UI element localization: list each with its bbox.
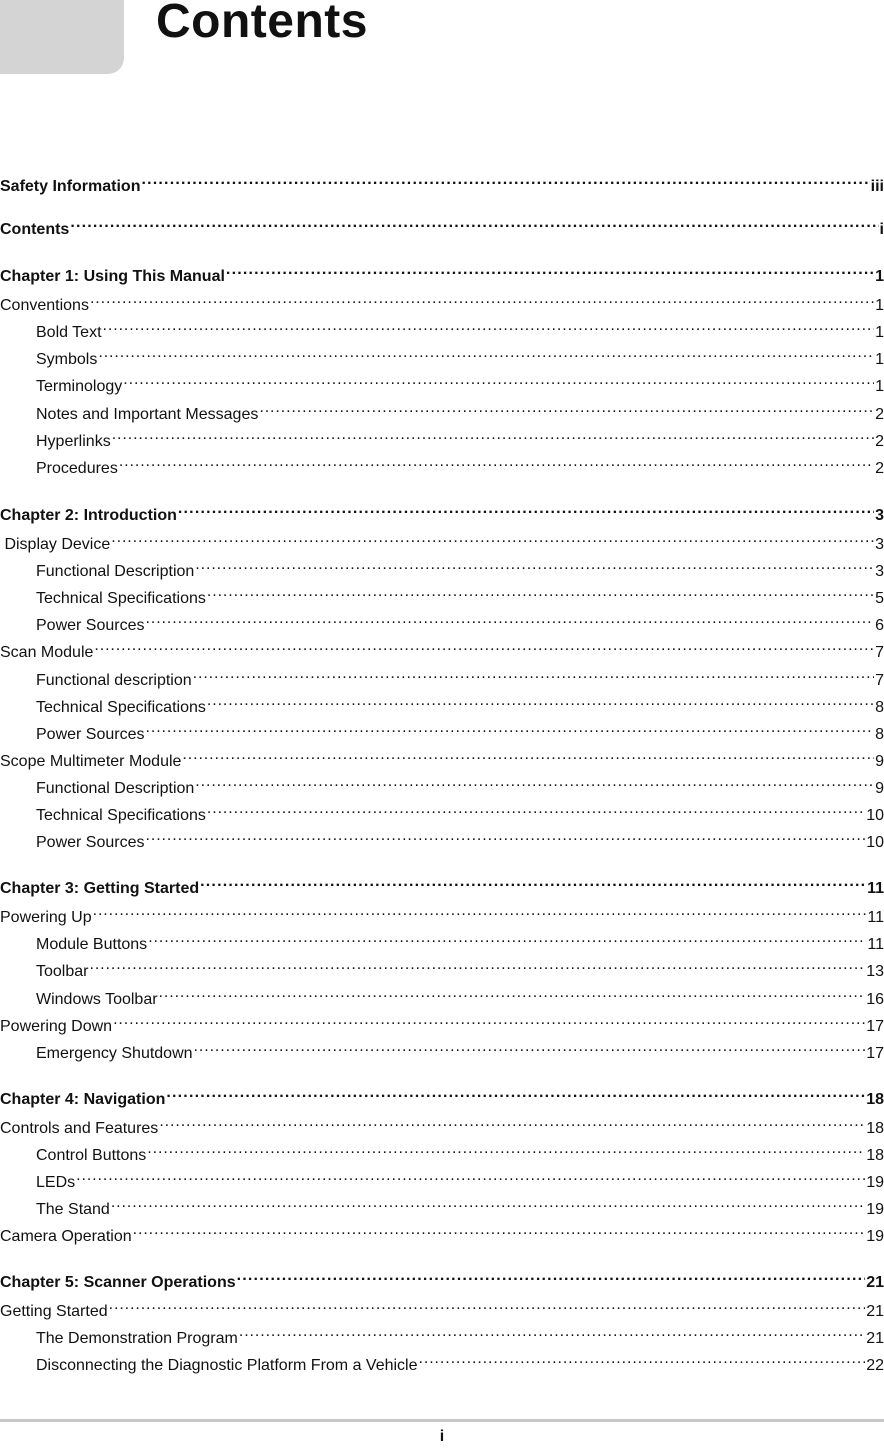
toc-chapter-chapter-1-using-this-manual[interactable]	[0, 259, 884, 285]
toc-page-number: 2	[875, 433, 884, 450]
toc-dot-leader	[193, 663, 874, 685]
toc-entry-symbols[interactable]	[0, 342, 884, 368]
toc-chapter-chapter-3-getting-started[interactable]	[0, 871, 884, 897]
toc-entry-label: The Stand	[36, 1201, 110, 1218]
toc-entry-label: The Demonstration Program	[36, 1330, 238, 1347]
toc-page-number: 11	[867, 936, 884, 953]
toc-dot-leader	[111, 1192, 865, 1214]
toc-entry-control-buttons[interactable]	[0, 1138, 884, 1164]
toc-entry-emergency-shutdown[interactable]	[0, 1036, 884, 1062]
toc-page-number: 19	[866, 1228, 884, 1245]
toc-entry-power-sources[interactable]	[0, 608, 884, 634]
toc-dot-leader	[207, 690, 874, 712]
toc-page-number: 13	[866, 963, 884, 980]
toc-entry-label: Getting Started	[0, 1303, 108, 1320]
toc-entry-leds[interactable]	[0, 1165, 884, 1191]
toc-entry-getting-started[interactable]	[0, 1294, 884, 1320]
toc-entry-label: Module Buttons	[36, 936, 148, 953]
toc-dot-leader	[207, 798, 865, 820]
toc-page-number: 2	[875, 406, 884, 423]
toc-entry-label: Chapter 4: Navigation	[0, 1091, 166, 1108]
toc-entry-label: Functional Description	[36, 780, 195, 797]
toc-dot-leader	[237, 1265, 866, 1287]
toc-entry-procedures[interactable]	[0, 451, 884, 477]
toc-entry-label: Windows Toolbar	[36, 991, 158, 1008]
toc-dot-leader	[419, 1348, 866, 1370]
toc-dot-leader	[159, 982, 866, 1004]
toc-entry-windows-toolbar[interactable]	[0, 982, 884, 1008]
toc-dot-leader	[89, 954, 865, 976]
toc-page-number: 8	[875, 726, 884, 743]
toc-page-number: 1	[875, 324, 884, 341]
toc-entry-label: Scope Multimeter Module	[0, 753, 182, 770]
toc-dot-leader	[178, 498, 874, 520]
toc-entry-technical-specifications[interactable]	[0, 690, 884, 716]
toc-entry-conventions[interactable]	[0, 288, 884, 314]
toc-entry-controls-and-features[interactable]	[0, 1111, 884, 1137]
toc-page-number: 10	[866, 807, 884, 824]
page-title: Contents	[156, 0, 368, 48]
toc-entry-label: Procedures	[36, 460, 118, 477]
toc-chapter-safety-information[interactable]	[0, 169, 884, 195]
toc-dot-leader	[112, 424, 874, 446]
toc-page-number: 19	[866, 1174, 884, 1191]
toc-page-number: 8	[875, 699, 884, 716]
toc-page-number: 7	[875, 672, 884, 689]
toc-entry-label: Technical Specifications	[36, 699, 206, 716]
toc-dot-leader	[239, 1321, 865, 1343]
toc-dot-leader	[146, 608, 875, 630]
toc-dot-leader	[147, 1138, 865, 1160]
toc-entry-label: Chapter 3: Getting Started	[0, 880, 200, 897]
toc-entry-label: Hyperlinks	[36, 433, 111, 450]
toc-entry-label: Technical Specifications	[36, 590, 206, 607]
toc-entry-label: Chapter 2: Introduction	[0, 507, 177, 524]
toc-entry-label: Symbols	[36, 351, 98, 368]
toc-entry-functional-description[interactable]	[0, 771, 884, 797]
toc-entry-label: Technical Specifications	[36, 807, 206, 824]
toc-page-number: 1	[875, 351, 884, 368]
toc-entry-label: Controls and Features	[0, 1120, 159, 1137]
toc-page-number: 11	[867, 880, 884, 897]
toc-dot-leader	[200, 871, 866, 893]
toc-dot-leader	[259, 397, 874, 419]
toc-entry-technical-specifications[interactable]	[0, 798, 884, 824]
toc-entry-toolbar[interactable]	[0, 954, 884, 980]
toc-entry-label: Toolbar	[36, 963, 89, 980]
toc-page-number: 17	[866, 1045, 884, 1062]
toc-dot-leader	[109, 1294, 866, 1316]
toc-entry-label: Chapter 5: Scanner Operations	[0, 1274, 236, 1291]
toc-page-number: 5	[875, 590, 884, 607]
toc-page-number: 18	[866, 1147, 884, 1164]
toc-dot-leader	[94, 635, 874, 657]
toc-entry-label: Scan Module	[0, 644, 94, 661]
toc-entry-module-buttons[interactable]	[0, 927, 884, 953]
toc-dot-leader	[194, 1036, 866, 1058]
toc-entry-notes-and-important-messages[interactable]	[0, 397, 884, 423]
toc-page-number: 3	[875, 507, 884, 524]
toc-page-number: 22	[866, 1357, 884, 1374]
toc-entry-functional-description[interactable]	[0, 554, 884, 580]
toc-chapter-contents[interactable]	[0, 212, 884, 238]
toc-page-number: 2	[875, 460, 884, 477]
toc-entry-power-sources[interactable]	[0, 717, 884, 743]
toc-page-number: 3	[875, 563, 884, 580]
toc-entry-label: Power Sources	[36, 834, 145, 851]
toc-dot-leader	[195, 554, 874, 576]
toc-entry-label: Contents	[0, 221, 70, 238]
toc-page-number: 21	[866, 1303, 884, 1320]
toc-entry-bold-text[interactable]	[0, 315, 884, 341]
toc-entry-power-sources[interactable]	[0, 825, 884, 851]
toc-entry-label: Functional Description	[36, 563, 195, 580]
footer-divider	[0, 1419, 884, 1422]
toc-dot-leader	[133, 1219, 866, 1241]
toc-page-number: 18	[866, 1091, 884, 1108]
toc-dot-leader	[148, 927, 866, 949]
toc-entry-the-stand[interactable]	[0, 1192, 884, 1218]
toc-dot-leader	[93, 900, 867, 922]
toc-entry-label: Power Sources	[36, 617, 145, 634]
toc-dot-leader	[146, 717, 875, 739]
toc-entry-label: Display Device	[0, 536, 111, 553]
toc-page-number: 19	[866, 1201, 884, 1218]
toc-dot-leader	[119, 451, 874, 473]
toc-dot-leader	[103, 315, 875, 337]
toc-entry-camera-operation[interactable]	[0, 1219, 884, 1245]
toc-entry-label: Disconnecting the Diagnostic Platform From a Vehicle	[36, 1357, 418, 1374]
toc-entry-disconnecting-the-diagnostic-platform-from-a-vehicle[interactable]	[0, 1348, 884, 1374]
toc-entry-display-device[interactable]	[0, 527, 884, 553]
toc-entry-powering-up[interactable]	[0, 900, 884, 926]
toc-page-number: 10	[866, 834, 884, 851]
toc-dot-leader	[111, 527, 874, 549]
toc-dot-leader	[113, 1009, 865, 1031]
toc-dot-leader	[76, 1165, 865, 1187]
toc-entry-label: Control Buttons	[36, 1147, 147, 1164]
toc-entry-label: Camera Operation	[0, 1228, 132, 1245]
toc-entry-scan-module[interactable]	[0, 635, 884, 661]
toc-entry-label: Conventions	[0, 297, 89, 314]
toc-page-number: 1	[875, 378, 884, 395]
toc-entry-hyperlinks[interactable]	[0, 424, 884, 450]
toc-entry-functional-description[interactable]	[0, 663, 884, 689]
toc-entry-technical-specifications[interactable]	[0, 581, 884, 607]
toc-entry-label: Bold Text	[36, 324, 102, 341]
toc-page-number: 21	[866, 1330, 884, 1347]
toc-entry-the-demonstration-program[interactable]	[0, 1321, 884, 1347]
toc-page-number: 9	[875, 753, 884, 770]
toc-page-number: 7	[875, 644, 884, 661]
toc-chapter-chapter-5-scanner-operations[interactable]	[0, 1265, 884, 1291]
toc-page-number: 16	[866, 991, 884, 1008]
toc-dot-leader	[70, 212, 878, 234]
toc-entry-terminology[interactable]	[0, 369, 884, 395]
toc-entry-label: Emergency Shutdown	[36, 1045, 193, 1062]
toc-page-number: 21	[866, 1274, 884, 1291]
toc-page-number: 18	[866, 1120, 884, 1137]
toc-dot-leader	[98, 342, 874, 364]
toc-entry-label: Safety Information	[0, 178, 141, 195]
toc-entry-label: Power Sources	[36, 726, 145, 743]
toc-entry-label: Terminology	[36, 378, 123, 395]
toc-dot-leader	[226, 259, 874, 281]
toc-dot-leader	[207, 581, 874, 603]
toc-page-number: 17	[866, 1018, 884, 1035]
toc-entry-label: Notes and Important Messages	[36, 406, 259, 423]
toc-dot-leader	[123, 369, 874, 391]
toc-chapter-chapter-4-navigation[interactable]	[0, 1082, 884, 1108]
toc-entry-powering-down[interactable]	[0, 1009, 884, 1035]
toc-entry-label: LEDs	[36, 1174, 76, 1191]
toc-page-number: iii	[870, 178, 884, 195]
toc-entry-label: Powering Down	[0, 1018, 113, 1035]
toc-dot-leader	[195, 771, 874, 793]
toc-chapter-chapter-2-introduction[interactable]	[0, 498, 884, 524]
toc-page-number: 9	[875, 780, 884, 797]
toc-dot-leader	[159, 1111, 865, 1133]
toc-dot-leader	[182, 744, 874, 766]
toc-entry-label: Powering Up	[0, 909, 92, 926]
toc-page-number: i	[879, 221, 884, 238]
page-number: i	[439, 1428, 445, 1445]
toc-page-number: 11	[867, 909, 884, 926]
toc-page-number: 3	[875, 536, 884, 553]
toc-entry-scope-multimeter-module[interactable]	[0, 744, 884, 770]
toc-page-number: 1	[875, 268, 884, 285]
toc-dot-leader	[146, 825, 866, 847]
toc-entry-label: Functional description	[36, 672, 192, 689]
toc-entry-label: Chapter 1: Using This Manual	[0, 268, 225, 285]
toc-page-number: 6	[875, 617, 884, 634]
toc-dot-leader	[90, 288, 874, 310]
toc-dot-leader	[166, 1082, 865, 1104]
toc-dot-leader	[141, 169, 869, 191]
toc-page-number: 1	[875, 297, 884, 314]
